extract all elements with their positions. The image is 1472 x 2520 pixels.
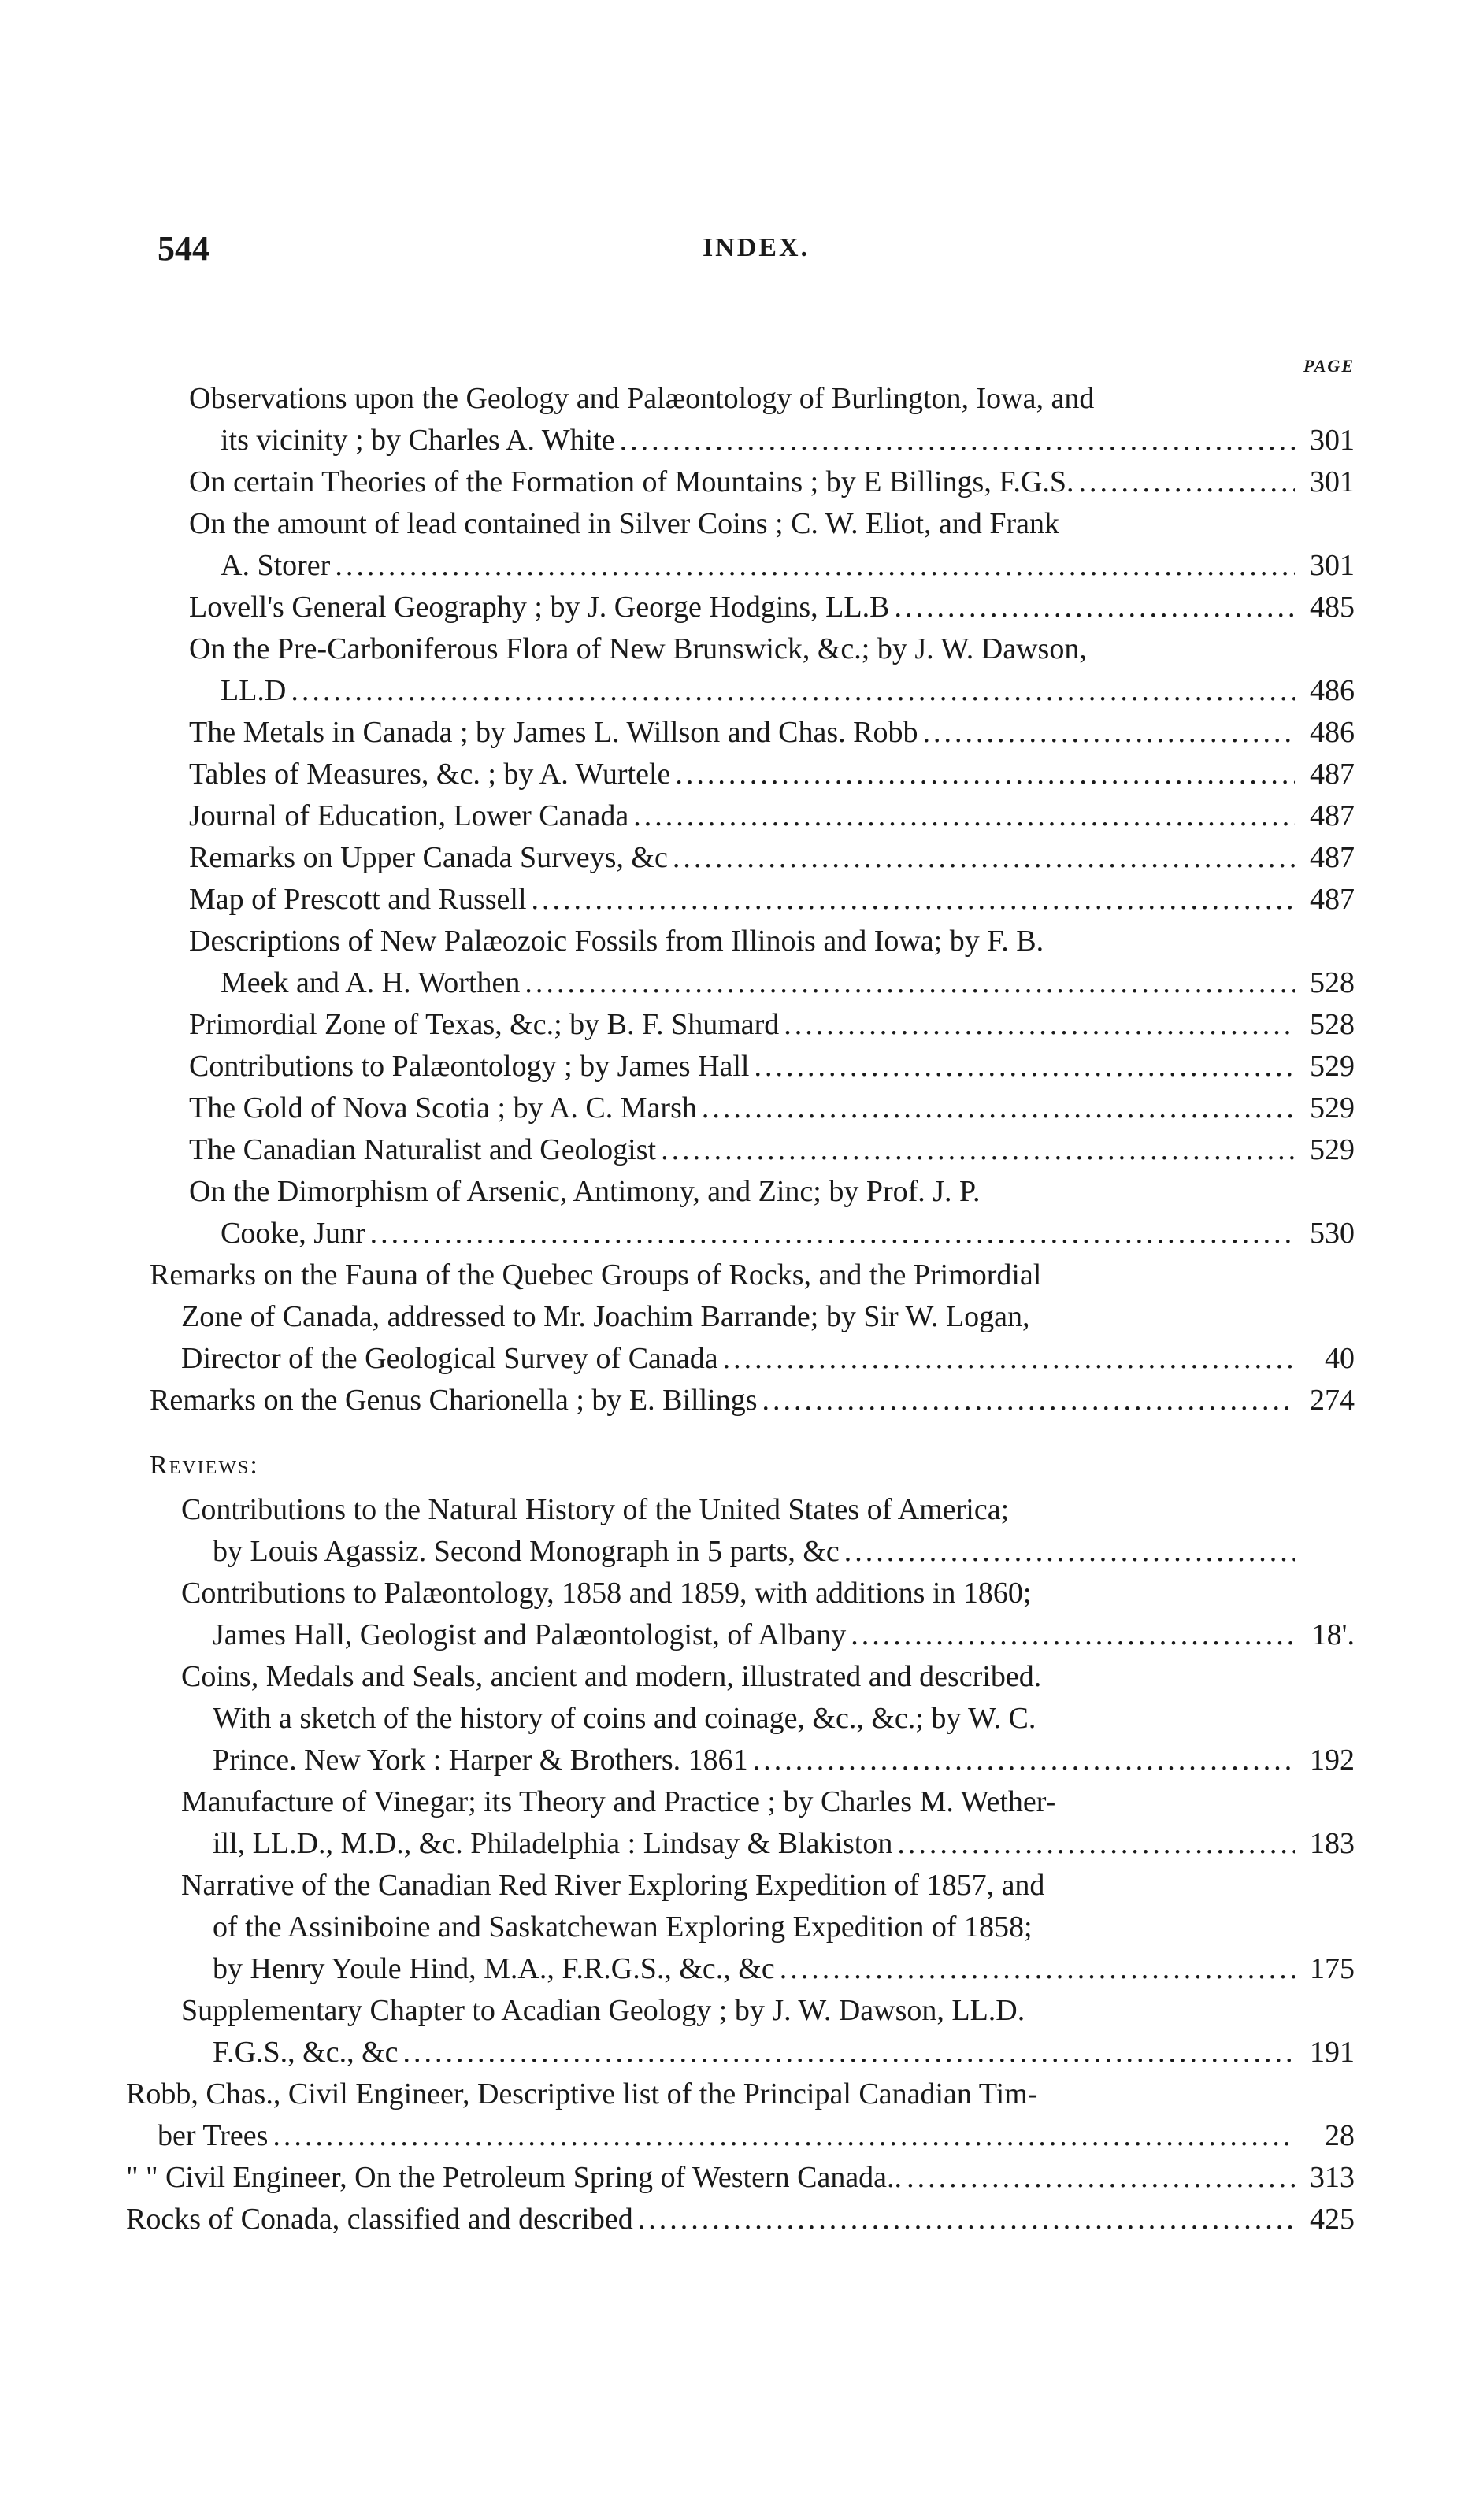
index-entry-title: its vicinity ; by Charles A. White: [221, 424, 615, 457]
dot-leader: [661, 1129, 1295, 1171]
index-entry: [126, 1129, 1355, 1171]
index-entry-leader-line: [126, 1380, 1355, 1421]
index-entry-title: ber Trees: [158, 2119, 269, 2152]
index-entry-leader-line: [126, 1614, 1355, 1656]
index-entry-title: Primordial Zone of Texas, &c.; by B. F. Shumard: [189, 1008, 780, 1041]
index-entry-leader-line: [126, 1531, 1355, 1573]
index-entry-leader-line: [126, 670, 1355, 712]
index-entry: [126, 503, 1355, 587]
index-entry-title: Contributions to Palæontology ; by James Hall: [189, 1050, 750, 1083]
index-list: [126, 378, 1355, 2240]
page-reference: 301: [1310, 465, 1355, 498]
index-entry-leader-line: [126, 1088, 1355, 1129]
index-entry-title: The Canadian Naturalist and Geologist: [189, 1133, 657, 1166]
dot-leader: [273, 2115, 1295, 2157]
index-entry-line: Observations upon the Geology and Palæontology of Burlington, Iowa, and: [189, 382, 1095, 415]
index-entry: [126, 587, 1355, 628]
dot-leader: [702, 1088, 1295, 1129]
index-entry-leader-line: [126, 2115, 1355, 2157]
page-reference: 487: [1310, 883, 1355, 916]
page-reference: 40: [1325, 1342, 1355, 1375]
dot-leader: [894, 587, 1295, 628]
index-entry-title: On certain Theories of the Formation of Mountains ; by E Billings, F.G.S.: [189, 465, 1074, 498]
index-entry-line: of the Assiniboine and Saskatchewan Exploring Expedition of 1858;: [213, 1910, 1033, 1944]
index-entry-line: Remarks on the Fauna of the Quebec Groups of Rocks, and the Primordial: [150, 1258, 1042, 1292]
dot-leader: [907, 2157, 1295, 2199]
index-entry-title: A. Storer: [221, 549, 331, 582]
index-entry-leader-line: [126, 1740, 1355, 1781]
index-entry: [126, 2199, 1355, 2240]
index-entry-title: The Metals in Canada ; by James L. Willson and Chas. Robb: [189, 716, 918, 749]
index-entry-leader-line: [126, 837, 1355, 879]
index-entry-line: Supplementary Chapter to Acadian Geology ; by J. W. Dawson, LL.D.: [181, 1994, 1025, 2027]
index-entry-line: Narrative of the Canadian Red River Exploring Expedition of 1857, and: [181, 1869, 1045, 1902]
index-entry: [126, 1990, 1355, 2073]
index-entry-line: Contributions to the Natural History of the United States of America;: [181, 1493, 1010, 1526]
index-entry-leader-line: [126, 1823, 1355, 1865]
page-reference: 301: [1310, 549, 1355, 582]
page-reference: 274: [1310, 1384, 1355, 1417]
dot-leader: [525, 962, 1295, 1004]
index-entry-line: Coins, Medals and Seals, ancient and modern, illustrated and described.: [181, 1660, 1042, 1693]
index-entry-leader-line: [126, 712, 1355, 754]
index-entry: [126, 795, 1355, 837]
page-reference: 529: [1310, 1050, 1355, 1083]
index-entry-leader-line: [126, 587, 1355, 628]
dot-leader: [753, 1740, 1295, 1781]
index-entry-title: Remarks on Upper Canada Surveys, &c: [189, 841, 668, 874]
page-reference: 425: [1310, 2203, 1355, 2236]
running-title: INDEX.: [702, 233, 810, 262]
index-entry-title: F.G.S., &c., &c: [213, 2036, 399, 2069]
index-entry: [126, 1489, 1355, 1573]
index-entry-leader-line: [126, 1004, 1355, 1046]
page-reference: 313: [1310, 2161, 1355, 2194]
index-entry-line: Robb, Chas., Civil Engineer, Descriptive list of the Principal Canadian Tim-: [126, 2077, 1038, 2110]
index-entry-leader-line: [126, 1046, 1355, 1088]
index-entry: [126, 461, 1355, 503]
dot-leader: [291, 670, 1295, 712]
page-reference: 528: [1310, 966, 1355, 999]
index-entry: [126, 628, 1355, 712]
index-entry-title: Cooke, Junr: [221, 1217, 365, 1250]
page-reference: 486: [1310, 674, 1355, 707]
dot-leader: [633, 795, 1295, 837]
page-reference: 183: [1310, 1827, 1355, 1860]
index-entry-leader-line: [126, 754, 1355, 795]
index-entry-line: Zone of Canada, addressed to Mr. Joachim Barrande; by Sir W. Logan,: [181, 1300, 1030, 1333]
index-entry: [126, 1380, 1355, 1421]
page-reference: 487: [1310, 758, 1355, 791]
dot-leader: [922, 712, 1295, 754]
index-entry-title: Meek and A. H. Worthen: [221, 966, 521, 999]
dot-leader: [780, 1948, 1295, 1990]
page-reference: 301: [1310, 424, 1355, 457]
index-entry-title: James Hall, Geologist and Palæontologist, of Albany: [213, 1618, 847, 1651]
page-number: 544: [158, 229, 209, 268]
index-entry: [126, 754, 1355, 795]
index-entry: [126, 1573, 1355, 1656]
page-reference: 529: [1310, 1091, 1355, 1125]
index-entry-leader-line: [126, 2157, 1355, 2199]
index-entry-line: On the Dimorphism of Arsenic, Antimony, and Zinc; by Prof. J. P.: [189, 1175, 981, 1208]
index-entry-line: On the Pre-Carboniferous Flora of New Brunswick, &c.; by J. W. Dawson,: [189, 632, 1087, 665]
page-reference: 175: [1310, 1952, 1355, 1985]
index-entry-leader-line: [126, 2032, 1355, 2073]
index-entry-title: Rocks of Conada, classified and described: [126, 2203, 633, 2236]
page-reference: 191: [1310, 2036, 1355, 2069]
dot-leader: [754, 1046, 1295, 1088]
dot-leader: [403, 2032, 1295, 2073]
index-entry: [126, 1004, 1355, 1046]
dot-leader: [638, 2199, 1295, 2240]
page-reference: 487: [1310, 799, 1355, 832]
dot-leader: [897, 1823, 1295, 1865]
index-entry-leader-line: [126, 1948, 1355, 1990]
dot-leader: [532, 879, 1295, 921]
index-entry: [126, 1046, 1355, 1088]
reviews-heading: Reviews:: [150, 1451, 259, 1480]
page-reference: 192: [1310, 1744, 1355, 1777]
index-entry: [126, 2157, 1355, 2199]
index-entry-title: " " Civil Engineer, On the Petroleum Spring of Western Canada..: [126, 2161, 903, 2194]
page-reference: 487: [1310, 841, 1355, 874]
index-entry-leader-line: [126, 795, 1355, 837]
index-entry: [126, 837, 1355, 879]
page-reference: 529: [1310, 1133, 1355, 1166]
index-entry: [126, 2073, 1355, 2157]
index-entry: [126, 1171, 1355, 1254]
dot-leader: [335, 545, 1295, 587]
index-entry-leader-line: [126, 545, 1355, 587]
dot-leader: [370, 1213, 1295, 1254]
index-entry-title: The Gold of Nova Scotia ; by A. C. Marsh: [189, 1091, 697, 1125]
page-reference: 485: [1310, 591, 1355, 624]
index-entry-title: ill, LL.D., M.D., &c. Philadelphia : Lindsay & Blakiston: [213, 1827, 893, 1860]
index-entry: [126, 1254, 1355, 1380]
index-entry-title: Lovell's General Geography ; by J. George Hodgins, LL.B: [189, 591, 890, 624]
page-column-label: PAGE: [1303, 356, 1355, 376]
index-entry-title: Journal of Education, Lower Canada: [189, 799, 629, 832]
index-entry-title: Remarks on the Genus Charionella ; by E. Billings: [150, 1384, 758, 1417]
dot-leader: [851, 1614, 1295, 1656]
index-entry-line: Contributions to Palæontology, 1858 and 1859, with additions in 1860;: [181, 1577, 1032, 1610]
index-entry: [126, 712, 1355, 754]
index-entry-line: With a sketch of the history of coins and coinage, &c., &c.; by W. C.: [213, 1702, 1036, 1735]
page-header: [158, 228, 1355, 276]
index-entry: [126, 879, 1355, 921]
index-entry-title: by Louis Agassiz. Second Monograph in 5 parts, &c: [213, 1535, 840, 1568]
dot-leader: [784, 1004, 1295, 1046]
index-entry: [126, 921, 1355, 1004]
page-reference: 528: [1310, 1008, 1355, 1041]
dot-leader: [673, 837, 1295, 879]
index-entry-leader-line: [126, 1213, 1355, 1254]
index-entry-leader-line: [126, 1129, 1355, 1171]
index-entry: [126, 1088, 1355, 1129]
index-entry-leader-line: [126, 962, 1355, 1004]
dot-leader: [844, 1531, 1295, 1573]
page-reference: 486: [1310, 716, 1355, 749]
index-entry-line: Manufacture of Vinegar; its Theory and Practice ; by Charles M. Wether-: [181, 1785, 1056, 1818]
index-entry: [126, 1781, 1355, 1865]
page-reference: 18'.: [1311, 1618, 1355, 1651]
index-entry-leader-line: [126, 1338, 1355, 1380]
index-entry-leader-line: [126, 2199, 1355, 2240]
index-entry-title: LL.D: [221, 674, 287, 707]
index-entry-title: Prince. New York : Harper & Brothers. 1861: [213, 1744, 748, 1777]
index-entry-title: Director of the Geological Survey of Canada: [181, 1342, 718, 1375]
index-entry-title: by Henry Youle Hind, M.A., F.R.G.S., &c., &c: [213, 1952, 775, 1985]
index-entry: [126, 1656, 1355, 1781]
index-entry-line: On the amount of lead contained in Silver Coins ; C. W. Eliot, and Frank: [189, 507, 1060, 540]
index-entry: [126, 1865, 1355, 1990]
index-entry-leader-line: [126, 420, 1355, 461]
index-entry-title: Tables of Measures, &c. ; by A. Wurtele: [189, 758, 671, 791]
dot-leader: [675, 754, 1295, 795]
dot-leader: [723, 1338, 1295, 1380]
index-entry-title: Map of Prescott and Russell: [189, 883, 527, 916]
dot-leader: [620, 420, 1295, 461]
page-reference: 530: [1310, 1217, 1355, 1250]
index-entry-line: Descriptions of New Palæozoic Fossils from Illinois and Iowa; by F. B.: [189, 925, 1044, 958]
index-entry-leader-line: [126, 879, 1355, 921]
dot-leader: [762, 1380, 1295, 1421]
dot-leader: [1079, 461, 1296, 503]
index-entry-leader-line: [126, 461, 1355, 503]
index-entry: [126, 378, 1355, 461]
page-reference: 28: [1325, 2119, 1355, 2152]
